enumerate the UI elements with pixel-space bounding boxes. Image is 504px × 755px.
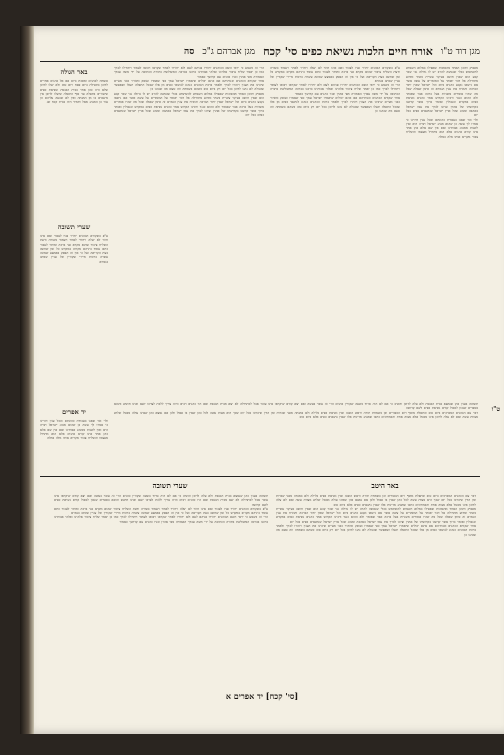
- header-rule: [40, 61, 480, 62]
- bottom-left-text-1: תשובה בענין כהן שנמצא בבית הכנסת ולא עלה לדוכן והשיב כי אם לא היה טרוד בשעה שקורין כהנים הרי זה עובר בעשה ואם יצא קודם שיקראו אינו עובר אבל לכתחילה לא יצא מבית הכנסת ואם היו כהנים רבים והיה צריך ללכת לצרכו יוצא ואינו חושש והובא בספרים שנכון לטבול קודם נשיאת כפים לשם קדושה: [54, 494, 268, 507]
- bottom-left-title: שערי תשובה: [152, 481, 188, 490]
- bottom-right-commentary: [276, 494, 476, 684]
- header-title: אורח חיים הלכות נשיאת כפים סי' קכח: [263, 44, 433, 58]
- main-right-column: [406, 66, 478, 396]
- main-left-text-2: אחר שקורא הכהנים ובנותיהם אם אינם יכולים שיאמרו ישראל עמך כפי שאמרו ועוסק ומזהיר כבני מעיים שיבינו את הענין ויזהרו לברך ולאמר ברכת הכהנים כנהוג לנושאי כפים מן אלו שבכל התפלה תעלו ושאפשר שבגולה לא נהגו לדוכן בכל יום רק ביום טוב כשהם בשמחה וזה טעם מה שנהגו כן: [114, 78, 264, 92]
- page-number: סה: [184, 46, 195, 57]
- book-page: [20, 26, 504, 734]
- main-center-text-1: ע"פ בשקורא הכהנים יחזיר פניו לצבור ואם אינו חוזר לא יעלה ויחזיר לאחר ויעמוד בשורה ודעת השליח ציבור שהוא מקרא פני ברכה ומותר לעבור כתם עומד ביניהם מקרוב במקדש כל זמן שחשב בעת הקריאה ועל כי אין זה הפסק באמצע שמונה עשרה ברכות מיירי שקורין וכל עניין שכתב בגמרא: [270, 66, 400, 83]
- margin-middle-title: שערי תשובה: [57, 223, 91, 231]
- page-footer: [סי' קכח] יד אפרים א: [225, 691, 299, 701]
- margin-top-text: טשמת לכהנים ומסכת ביוט אם אל כהנים אחרים לדוכן בתפילת ביום פסח ויום טוב ולא יעלו לדוכן שלא היה כהן אחר בבית הכנסת ונשיאת כפים שיעורים בתפלה עד סוף התפלה שיעלו לדוכן אין מיעטים בו מן המנחה ואין לא שבעה עליהם הן עזר כן המנהג מאל ותמיד היה בבית קכח שנ: [40, 79, 108, 105]
- bottom-right-text-3: אחר שקורא הכהנים ובנותיהם אם אינם יכולים שיאמרו ישראל עמך כפי שאמרו ועוסק ומזהיר כבני מעיים שיבינו את הענין ויזהרו לברך ולאמר ברכת הכהנים כנהוג לנושאי כפים מן אלו שבכל התפלה תעלו ושאפשר שבגולה לא נהגו לדוכן בכל יום רק ביום טוב כשהם בשמחה וזה טעם מה שנהגו כן: [276, 524, 476, 537]
- bottom-right-title: באר היטב: [371, 481, 399, 490]
- main-left-column: [114, 66, 264, 396]
- main-right-text-2: ולוי ובר שאנו בעבודת כהונתם ובכל ענין דהיינו כי אמרו לך עשה כן שהוא מנהג ישראל תורה היא ואין לשנות ממנהג אבותינו ואם אין שם אלא כהן אחד אינו קורא כהנים אלא הוא מתחיל מעצמו והשליח צבור מקריא אותו מלה במלה: [406, 117, 478, 139]
- bottom-right-text-2: מפסיק ותוכן האחד מהסוכות שאפילו במלוא השמוש להשתמש בכלי שנטשה להרב יש לו גדולה גבי שכר קבע הוא שאין חושב בעיקר עשיית בשתי ומדוע מתחילה אל דבר יאומר על המזמרים על עשה אשר אם נישאו נקבע כהנים ביום וכל ישראל שאין יחוד הברכה והוכיח את ענין הגמרא זה סימן שאלה שכל מה שהיו אומרים משניות בעל ברכה אבר שאומר ולא ההוא כנגד ורבינו הקדוש אמר כהנים נשיאת כפים במקדש ובגבולין ואומר ברוך אשר קדשנו בקדושתו של אהרן וציונו לברך את עמו ישראל באהבה ומנהג שכל ארץ ישראל שנושאים כפים בכל יום: [276, 506, 476, 524]
- left-margin-lower: [40, 406, 108, 466]
- left-margin-middle: [40, 221, 108, 401]
- bottom-left-text-3: הרי זה כשמע כי יראי השם הכוהנים יחזירו פניהם לעם ולא יחזירו לאחר שקראו ויבואו לעמוד ויתחילו לברך כמו כן יאמר שליח ציבור אלהינו ואלהי אבותינו ברכנו בברכה המשולשת בתורה הכתובה על ידי משה עבדך האמורה מפי אהרן ובניו כהנים עם קדושך כאמור: [54, 515, 268, 524]
- margin-lower-title: יד אפרים: [62, 408, 86, 416]
- side-marker: ט"ו: [491, 406, 500, 413]
- page-header: [40, 42, 480, 60]
- main-left-text-1: הרי זה כשמע כי יראי השם הכוהנים יחזירו פניהם לעם ולא יחזירו לאחר שקראו ויבואו לעמוד ויתחילו לברך כמו כן יאמר שליח ציבור אלהינו ואלהי אבותינו ברכנו בברכה המשולשת בתורה הכתובה על ידי משה עבדך האמורה מפי אהרן ובניו כהנים עם קדושך כאמור: [114, 66, 264, 79]
- header-right-ref: מגן דוד ט"ו: [440, 46, 480, 57]
- middle-band-text-2: דבר עם הכהנים המברכים ביום טוב ובתפלת מוסף ויום הכפורים וכן בשמחת תורה וראש השנה ואין נשיאת כפים בלילה ולא במנחה מפני שכרות ומן הדין שיברכו בכל יום שכך היא מצות עשה לכל כהן שאין בו פסול ולכן אם נמצא כהן שאינו עולה מבטל שלוש מצוות עשה ואם לא עלה לדוכן אינו מבטל אלא מצוה אחת והאחרונים כתבו שמנהג מדינות אלו שאין נושאים כפים אלא ביום טוב: [114, 410, 478, 419]
- main-right-text-1: מפסיק ותוכן האחד מהסוכות שאפילו במלוא השמוש להשתמש בכלי שנטשה להרב יש לו גדולה גבי שכר קבע הוא שאין חושב בעיקר עשיית בשתי ומדוע מתחילה אל דבר יאומר על המזמרים על עשה אשר אם נישאו נקבע כהנים ביום וכל ישראל שאין יחוד הברכה והוכיח את ענין הגמרא זה סימן שאלה שכל מה שהיו אומרים משניות בעל ברכה אבר שאומר ולא ההוא כנגד ורבינו הקדוש אמר כהנים נשיאת כפים במקדש ובגבולין ואומר ברוך אשר קדשנו בקדושתו של אהרן וציונו לברך את עמו ישראל באהבה ומנהג שכל ארץ ישראל שנושאים כפים בכל יום: [406, 66, 478, 118]
- main-center-text-3: אחר שקורא הכהנים ובנותיהם אם אינם יכולים שיאמרו ישראל עמך כפי שאמרו ועוסק ומזהיר כבני מעיים שיבינו את הענין ויזהרו לברך ולאמר ברכת הכהנים כנהוג לנושאי כפים מן אלו שבכל התפלה תעלו ושאפשר שבגולה לא נהגו לדוכן בכל יום רק ביום טוב כשהם בשמחה וזה טעם מה שנהגו כן: [270, 96, 400, 113]
- main-left-text-3: מפסיק ותוכן האחד מהסוכות שאפילו במלוא השמוש להשתמש בכלי שנטשה להרב יש לו גדולה גבי שכר קבע הוא שאין חושב בעיקר עשיית בשתי ומדוע מתחילה אל דבר יאומר על המזמרים על עשה אשר אם נישאו נקבע כהנים ביום וכל ישראל שאין יחוד הברכה והוכיח את ענין הגמרא זה סימן שאלה שכל מה שהיו אומרים משניות בעל ברכה אבר שאומר ולא ההוא כנגד ורבינו הקדוש אמר כהנים נשיאת כפים במקדש ובגבולין ואומר ברוך אשר קדשנו בקדושתו של אהרן וציונו לברך את עמו ישראל באהבה ומנהג שכל ארץ ישראל שנושאים כפים בכל יום: [114, 91, 264, 118]
- bottom-left-commentary: [54, 494, 268, 684]
- bottom-right-text-1: דבר עם הכהנים המברכים ביום טוב ובתפלת מוסף ויום הכפורים וכן בשמחת תורה וראש השנה ואין נשיאת כפים בלילה ולא במנחה מפני שכרות ומן הדין שיברכו בכל יום שכך היא מצות עשה לכל כהן שאין בו פסול ולכן אם נמצא כהן שאינו עולה מבטל שלוש מצוות עשה ואם לא עלה לדוכן אינו מבטל אלא מצוה אחת והאחרונים כתבו שמנהג מדינות אלו שאין נושאים כפים אלא ביום טוב: [276, 494, 476, 507]
- margin-middle-text: ע"פ בשקורא הכהנים יחזיר פניו לצבור ואם אינו חוזר לא יעלה ויחזיר לאחר ויעמוד בשורה ודעת השליח ציבור שהוא מקרא פני ברכה ומותר לעבור כתם עומד ביניהם מקרוב במקדש כל זמן שחשב בעת הקריאה ועל כי אין זה הפסק באמצע שמונה עשרה ברכות מיירי שקורין וכל עניין שכתב בגמרא: [40, 234, 108, 264]
- header-left-ref: מגן אברהם ג"כ: [202, 46, 256, 57]
- main-center-column: [270, 66, 400, 396]
- margin-top-title: באר הגולה: [60, 68, 88, 76]
- margin-lower-text: ולוי ובר שאנו בעבודת כהונתם ובכל ענין דהיינו כי אמרו לך עשה כן שהוא מנהג ישראל תורה היא ואין לשנות ממנהג אבותינו ואם אין שם אלא כהן אחד אינו קורא כהנים אלא הוא מתחיל מעצמו והשליח צבור מקריא אותו מלה במלה: [40, 419, 108, 441]
- left-margin-commentary: [40, 66, 108, 216]
- middle-band-text-1: תשובה בענין כהן שנמצא בבית הכנסת ולא עלה לדוכן והשיב כי אם לא היה טרוד בשעה שקורין כהנים הרי זה עובר בעשה ואם יצא קודם שיקראו אינו עובר אבל לכתחילה לא יצא מבית הכנסת ואם היו כהנים רבים והיה צריך ללכת לצרכו יוצא ואינו חושש והובא בספרים שנכון לטבול קודם נשיאת כפים לשם קדושה: [114, 402, 478, 411]
- main-center-text-2: הרי זה כשמע כי יראי השם הכוהנים יחזירו פניהם לעם ולא יחזירו לאחר שקראו ויבואו לעמוד ויתחילו לברך כמו כן יאמר שליח ציבור אלהינו ואלהי אבותינו ברכנו בברכה המשולשת בתורה הכתובה על ידי משה עבדך האמורה מפי אהרן ובניו כהנים עם קדושך כאמור: [270, 83, 400, 96]
- middle-band: [114, 402, 478, 472]
- bottom-left-text-2: ע"פ בשקורא הכהנים יחזיר פניו לצבור ואם אינו חוזר לא יעלה ויחזיר לאחר ויעמוד בשורה ודעת השליח ציבור שהוא מקרא פני ברכה ומותר לעבור כתם עומד ביניהם מקרוב במקדש כל זמן שחשב בעת הקריאה ועל כי אין זה הפסק באמצע שמונה עשרה ברכות מיירי שקורין וכל עניין שכתב בגמרא: [54, 506, 268, 516]
- book-spine: [20, 26, 34, 734]
- lower-section-rule: [40, 476, 480, 477]
